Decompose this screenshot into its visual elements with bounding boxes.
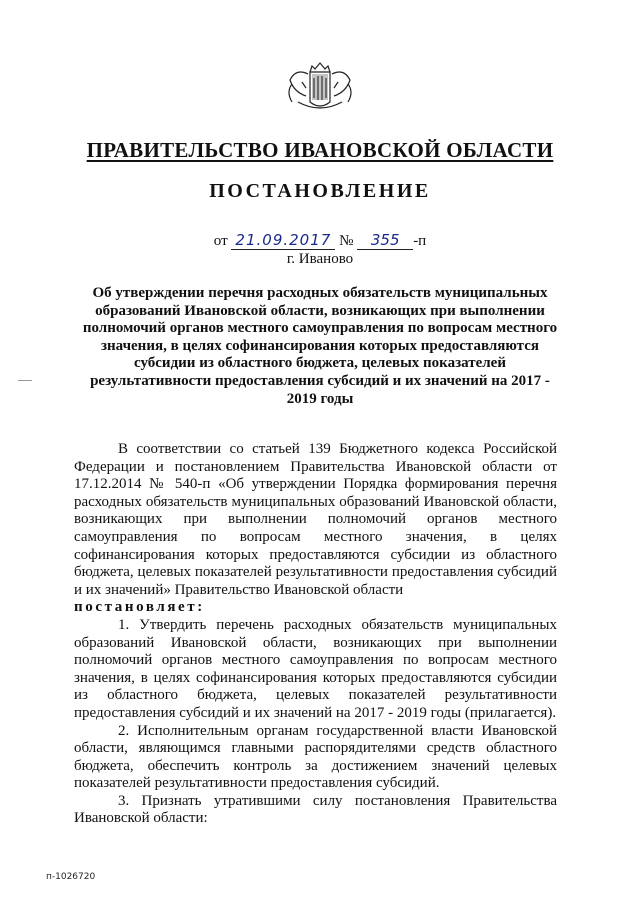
number-prefix: № <box>339 233 354 249</box>
document-body <box>74 441 557 828</box>
document-date: 21.09.2017 <box>231 232 335 250</box>
document-type: ПОСТАНОВЛЕНИЕ <box>209 180 431 202</box>
coat-of-arms-icon <box>284 58 356 112</box>
document-subject: Об утверждении перечня расходных обязательств муниципальных образований Ивановской области, возникающих при выполнении полномочий органов местного самоуправления по вопросам местного значения, в целях софинансирования которых предоставляются субсидии из областного бюджета, целевых показателей результативности предоставления субсидий и их значений на 2017 - 2019 годы <box>82 285 558 407</box>
document-meta <box>0 232 640 250</box>
preamble-paragraph: В соответствии со статьей 139 Бюджетного кодекса Российской Федерации и постановлением Правительства Ивановской области от 17.12.2014 № 540-п «Об утверждении Порядка формирования перечня расходных обязательств муниципальных образований Ивановской области, возникающих при выполнении полномочий органов местного самоуправления по вопросам местного значения, в целях софинансирования которых предоставляются субсидии из областного бюджета, целевых показателей результативности предоставления субсидий и их значений» Правительство Ивановской области <box>74 441 557 598</box>
clause-3: 3. Признать утратившими силу постановления Правительства Ивановской области: <box>74 792 557 827</box>
clause-2: 2. Исполнительным органам государственной власти Ивановской области, являющимся главными распорядителями средств областного бюджета, обеспечить контроль за достижением значений целевых показателей результативности предоставления субсидий. <box>74 722 557 792</box>
organization-title: ПРАВИТЕЛЬСТВО ИВАНОВСКОЙ ОБЛАСТИ <box>86 138 554 162</box>
date-prefix: от <box>213 233 228 249</box>
decree-word: постановляет: <box>74 599 205 616</box>
clause-1: 1. Утвердить перечень расходных обязательств муниципальных образований Ивановской области, возникающих при выполнении полномочий органов местного самоуправления по вопросам местного значения, в целях софинансирования которых предоставляются субсидии из областного бюджета, целевых показателей результативности предоставления субсидий и их значений на 2017 - 2019 годы (прилагается). <box>74 616 557 721</box>
number-suffix: -п <box>413 233 427 249</box>
city: г. Иваново <box>286 251 354 267</box>
footer-code: п-1026720 <box>46 872 96 882</box>
margin-mark <box>18 380 32 381</box>
document-number: 355 <box>357 232 413 250</box>
